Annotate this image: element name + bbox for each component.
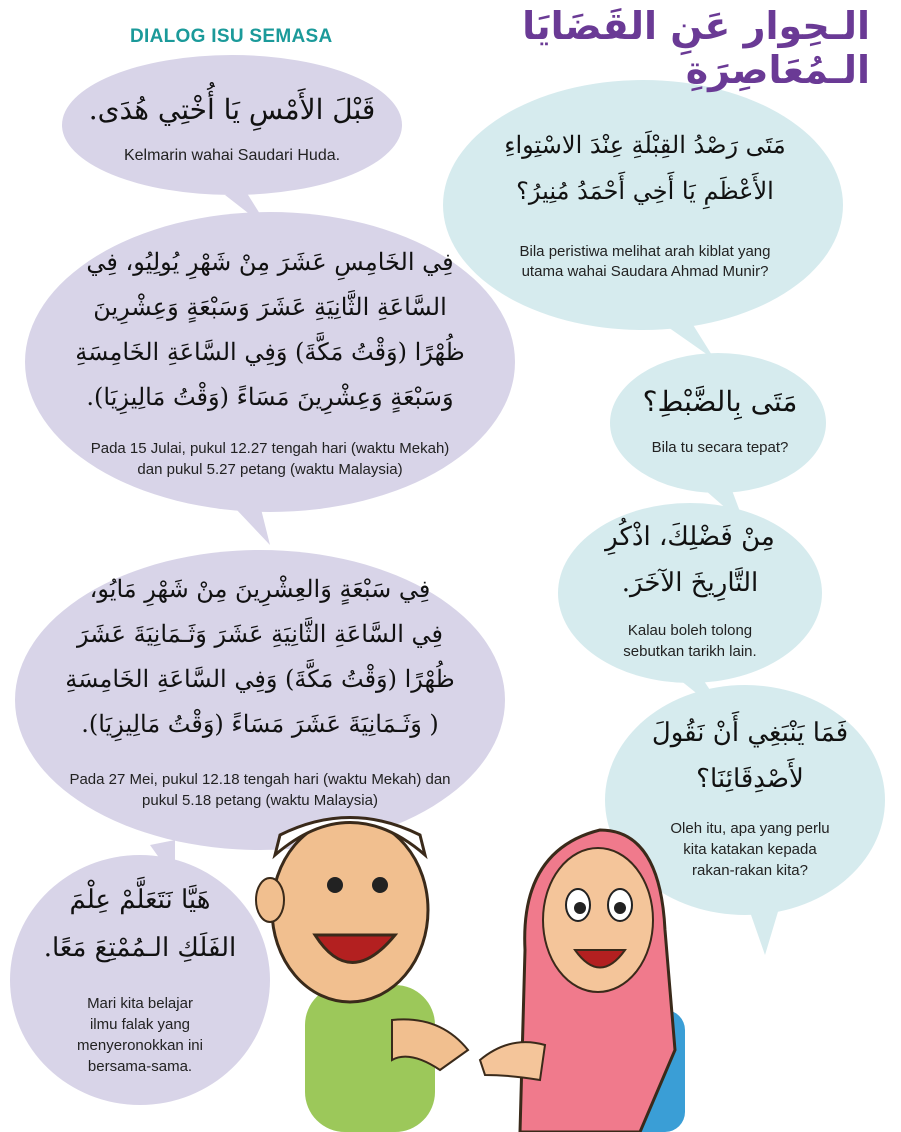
bubble-6-arabic-line-3: ظُهْرًا (وَقْتُ مَكَّةَ) وَفِي السَّاعَةِ الخَامِسَةِ xyxy=(65,665,455,693)
speech-bubble-6 xyxy=(25,575,495,815)
bubble-3-arabic-line-3: ظُهْرًا (وَقْتُ مَكَّةَ) وَفِي السَّاعَةِ الخَامِسَةِ xyxy=(75,338,465,366)
bubble-5-malay-line-2: sebutkan tarikh lain. xyxy=(623,643,757,660)
bubble-7-malay-line-2: kita katakan kepada xyxy=(683,841,817,858)
speech-bubble-3 xyxy=(35,248,505,488)
page-title: الـحِوار عَنِ القَضَايَا الـمُعَاصِرَةِ xyxy=(522,4,870,92)
bubble-6-malay-line-1: Pada 27 Mei, pukul 12.18 tengah hari (waktu Mekah) dan xyxy=(69,771,451,788)
bubble-8-arabic-line-2: الفَلَكِ الـمُمْتِعَ مَعًا. xyxy=(43,933,237,963)
bubble-8-malay-line-2: ilmu falak yang xyxy=(89,1016,191,1033)
bubble-7-malay-line-1: Oleh itu, apa yang perlu xyxy=(670,820,830,837)
bubble-6-malay-line-2: pukul 5.18 petang (waktu Malaysia) xyxy=(142,792,378,809)
bubble-6-arabic-line-4: ( وَثَـمَانِيَةَ عَشَرَ مَسَاءً (وَقْتُ مَالِيزِيَا). xyxy=(81,710,439,738)
bubble-8-malay-line-3: menyeronokkan ini xyxy=(77,1037,203,1054)
speech-bubble-2 xyxy=(460,125,830,305)
bubble-3-arabic-line-4: وَسَبْعَةٍ وَعِشْرِينَ مَسَاءً (وَقْتُ مَالِيزِيَا). xyxy=(86,383,454,411)
bubble-1-malay: Kelmarin wahai Saudari Huda. xyxy=(123,147,341,164)
bubble-8-malay-line-4: bersama-sama. xyxy=(87,1058,193,1075)
bubble-2-malay-line-1: Bila peristiwa melihat arah kiblat yang xyxy=(519,243,771,260)
speech-bubble-8 xyxy=(20,885,260,1085)
bubble-8-arabic-line-1: هَيَّا نَتَعَلَّمْ عِلْمَ xyxy=(69,885,211,915)
bubble-6-arabic-line-1: فِي سَبْعَةٍ وَالعِشْرِينَ مِنْ شَهْرِ مَايُو، xyxy=(89,575,431,603)
bubble-5-malay-line-1: Kalau boleh tolong xyxy=(627,622,753,639)
bubble-7-malay-line-3: rakan-rakan kita? xyxy=(692,862,808,879)
section-label: DIALOG ISU SEMASA xyxy=(130,26,333,47)
bubble-7-arabic-line-1: فَمَا يَنْبَغِي أَنْ نَقُولَ xyxy=(651,718,849,748)
bubble-4-malay: Bila tu secara tepat? xyxy=(651,439,789,456)
bubble-3-malay-line-1: Pada 15 Julai, pukul 12.27 tengah hari (waktu Mekah) xyxy=(90,440,450,457)
bubble-8-malay-line-1: Mari kita belajar xyxy=(87,995,193,1012)
bubble-2-malay-line-2: utama wahai Saudara Ahmad Munir? xyxy=(521,263,769,280)
bubble-2-arabic-line-2: الأَعْظَمِ يَا أَخِي أَحْمَدُ مُنِيرُ؟ xyxy=(516,177,774,205)
bubble-5-arabic-line-2: التَّارِيخَ الآخَرَ. xyxy=(621,568,759,598)
boy-character xyxy=(256,818,468,1132)
bubble-7-arabic-line-2: لأَصْدِقَائِنَا؟ xyxy=(696,764,804,794)
speech-bubble-4 xyxy=(620,385,820,465)
bubble-2-arabic-line-1: مَتَى رَصْدُ القِبْلَةِ عِنْدَ الاسْتِواءِ xyxy=(504,131,786,159)
speech-bubble-5 xyxy=(575,522,805,672)
bubble-5-arabic-line-1: مِنْ فَضْلِكَ، اذْكُرِ xyxy=(605,522,775,552)
bubble-3-arabic-line-1: فِي الخَامِسِ عَشَرَ مِنْ شَهْرِ يُولِيُو، فِي xyxy=(86,248,454,276)
speech-bubble-1 xyxy=(62,85,402,175)
bubble-3-malay-line-2: dan pukul 5.27 petang (waktu Malaysia) xyxy=(137,461,403,478)
bubble-6-arabic-line-2: فِي السَّاعَةِ الثَّانِيَةِ عَشَرَ وَثَـمَانِيَةَ عَشَرَ xyxy=(76,620,444,648)
bubble-3-arabic-line-2: السَّاعَةِ الثَّانِيَةِ عَشَرَ وَسَبْعَةٍ وَعِشْرِينَ xyxy=(93,293,447,321)
bubble-4-arabic: مَتَى بِالضَّبْطِ؟ xyxy=(642,385,798,418)
speech-bubble-7 xyxy=(615,718,885,888)
bubble-1-arabic: قَبْلَ الأَمْسِ يَا أُخْتِي هُدَى. xyxy=(88,93,376,126)
